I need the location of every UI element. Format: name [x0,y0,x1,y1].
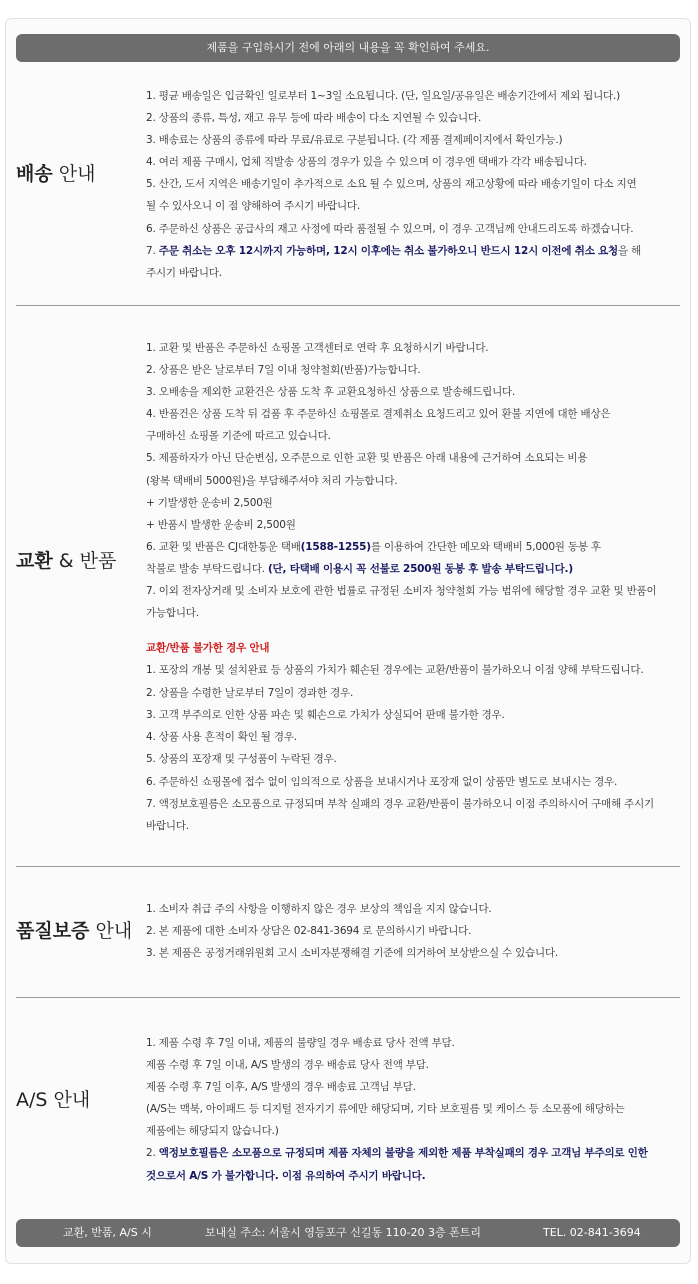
list-item: 7. 액정보호필름은 소모품으로 규정되며 부착 실패의 경우 교환/반품이 불가하오니 이점 주의하시어 구매해 주시기 [146,798,654,811]
list-item: 6. 주문하신 쇼핑몰에 접수 없이 임의적으로 상품을 보내시거나 포장재 없이 상품만 별도로 보내시는 경우. [146,775,618,788]
exchange-list [146,337,684,624]
list-item [146,240,684,262]
list-item: 1. 포장의 개봉 및 설치완료 등 상품의 가치가 훼손된 경우에는 교환/반품이 불가하오니 이점 양해 부탁드립니다. [146,664,644,677]
list-item: 2. 상품을 수령한 날로부터 7일이 경과한 경우. [146,686,354,699]
list-item: (왕복 택배비 5000원)을 부담해주셔야 처리 가능합니다. [146,474,398,487]
list-item: 5. 산간, 도서 지역은 배송기일이 추가적으로 소요 될 수 있으며, 상품의 재고상황에 따라 배송기일이 다소 지연 [146,178,637,191]
list-item: 5. 상품의 포장재 및 구성품이 누락된 경우. [146,753,337,766]
list-item: 제품 수령 후 7일 이내, A/S 발생의 경우 배송료 당사 전액 부담. [146,1059,429,1072]
as-list [146,1032,684,1187]
list-item: 1. 교환 및 반품은 주문하신 쇼핑몰 고객센터로 연락 후 요청하시기 바랍니다. [146,342,489,354]
list-item: 3. 오배송을 제외한 교환건은 상품 도착 후 교환요청하신 상품으로 발송해드립니다. [146,386,516,399]
footer-bar [16,1219,680,1247]
quality-title [16,916,132,943]
list-text: 를 이용하여 간단한 메모와 택배비 5,000원 동봉 후 [370,540,601,553]
list-item: 2. 상품은 받은 날로부터 7일 이내 청약철회(반품)가능합니다. [146,364,421,377]
list-item: 1. 제품 수령 후 7일 이내, 제품의 불량일 경우 배송료 당사 전액 부담. [146,1037,455,1049]
list-text: 6. 교환 및 반품은 CJ대한통운 택배 [146,540,301,553]
quality-title-rest: 안내 [89,920,133,942]
courier-phone: (1588-1255) [300,540,371,553]
cancel-deadline-notice: 주문 취소는 오후 12시까지 가능하며, 12시 이후에는 취소 불가하오니 반드시 12시 이전에 취소 요청 [158,244,619,257]
quality-list [146,898,684,964]
shipping-title [16,159,95,186]
section-divider [16,866,680,867]
list-item [146,558,684,580]
footer-label: 교환, 반품, A/S 시 [63,1226,152,1239]
list-item: + 기발생한 운송비 2,500원 [146,496,273,509]
list-item: 2. 상품의 종류, 특성, 재고 유무 등에 따라 배송이 다소 지연될 수 있습니다. [146,112,482,125]
list-number: 7. [146,244,159,257]
list-item: 구매하신 쇼핑몰 기준에 따르고 있습니다. [146,430,331,443]
list-item: 제품에는 해당되지 않습니다.) [146,1125,279,1138]
list-item: 7. 이외 전자상거래 및 소비자 보호에 관한 법률로 규정된 소비자 청약철회 가능 범위에 해당할 경우 교환 및 반품이 [146,585,657,598]
list-item: 4. 여러 제품 구매시, 업체 직발송 상품의 경우가 있을 수 있으며 이 경우엔 택배가 각각 배송됩니다. [146,156,587,169]
exchange-title [16,546,116,573]
list-text: 착불로 발송 부탁드립니다. [146,562,268,575]
list-item: (A/S는 맥북, 아이패드 등 디지털 전자기기 류에만 해당되며, 기타 보호필름 및 케이스 등 소모품에 해당하는 [146,1103,625,1116]
shipping-list [146,85,684,284]
notice-banner: 제품을 구입하시기 전에 아래의 내용을 꼭 확인하여 주세요. [16,34,680,62]
as-title: A/S 안내 [16,1089,91,1111]
list-item: 1. 소비자 취급 주의 사항을 이행하지 않은 경우 보상의 책임을 지지 않습니다. [146,903,492,915]
list-item: 4. 상품 사용 흔적이 확인 될 경우. [146,731,297,744]
footer-address: 보내실 주소: 서울시 영등포구 신길동 110-20 3층 폰트리 [205,1226,482,1239]
list-item: 3. 고객 부주의로 인한 상품 파손 및 훼손으로 가치가 상실되어 판매 불가한 경우. [146,708,505,721]
list-item: 6. 주문하신 상품은 공급사의 재고 사정에 따라 품절될 수 있으며, 이 경우 고객님께 안내드리도록 하겠습니다. [146,222,634,235]
list-item: 4. 반품건은 상품 도착 뒤 검품 후 주문하신 쇼핑몰로 결제취소 요청드리고 있어 환불 지연에 대한 배상은 [146,408,611,421]
list-item: 3. 배송료는 상품의 종류에 따라 무료/유료로 구분됩니다. (각 제품 결제페이지에서 확인가능.) [146,134,563,147]
footer-tel: TEL. 02-841-3694 [543,1226,641,1239]
list-item [146,1142,684,1164]
list-item: 주시기 바랍니다. [146,266,222,279]
shipping-title-bold: 배송 [16,163,53,185]
quality-title-bold: 품질보증 [16,920,90,942]
list-number: 2. [146,1147,159,1160]
unavailable-title: 교환/반품 불가한 경우 안내 [146,642,270,654]
list-item: 3. 본 제품은 공정거래위원회 고시 소비자분쟁해결 기준에 의거하여 보상받으실 수 있습니다. [146,947,559,959]
list-item: 1. 평균 배송일은 입금확인 일로부터 1~3일 소요됩니다. (단, 일요일/공유일은 배송기간에서 제외 됩니다.) [146,90,621,102]
list-item [146,536,684,558]
exchange-title-amp: & [52,550,80,572]
section-divider [16,997,680,998]
list-item: 5. 제품하자가 아닌 단순변심, 오주문으로 인한 교환 및 반품은 아래 내용에 근거하여 소요되는 비용 [146,452,588,465]
other-courier-notice: (단, 타택배 이용시 꼭 선불로 2500원 동봉 후 발송 부탁드립니다.) [267,562,573,575]
film-notice: 액정보호필름은 소모품으로 규정되며 제품 자체의 불량을 제외한 제품 부착실패의 경우 고객님 부주의로 인한 [158,1147,648,1160]
list-item: 제품 수령 후 7일 이후, A/S 발생의 경우 배송료 고객님 부담. [146,1081,416,1094]
list-item: + 반품시 발생한 운송비 2,500원 [146,518,296,531]
list-text: 을 해 [618,244,642,257]
list-item: 가능합니다. [146,607,199,620]
list-item: 될 수 있사오니 이 점 양해하여 주시기 바랍니다. [146,200,361,213]
exchange-title-rest: 반품 [79,550,117,572]
list-item: 2. 본 제품에 대한 소비자 상담은 02-841-3694 로 문의하시기 바랍니다. [146,925,472,937]
exchange-unavailable-list [146,637,684,838]
exchange-title-bold: 교환 [16,550,53,572]
list-item: 바랍니다. [146,820,189,833]
shipping-title-rest: 안내 [52,163,96,185]
section-divider [16,305,680,306]
list-item: 것으로서 A/S 가 불가합니다. 이점 유의하여 주시기 바랍니다. [146,1169,426,1182]
